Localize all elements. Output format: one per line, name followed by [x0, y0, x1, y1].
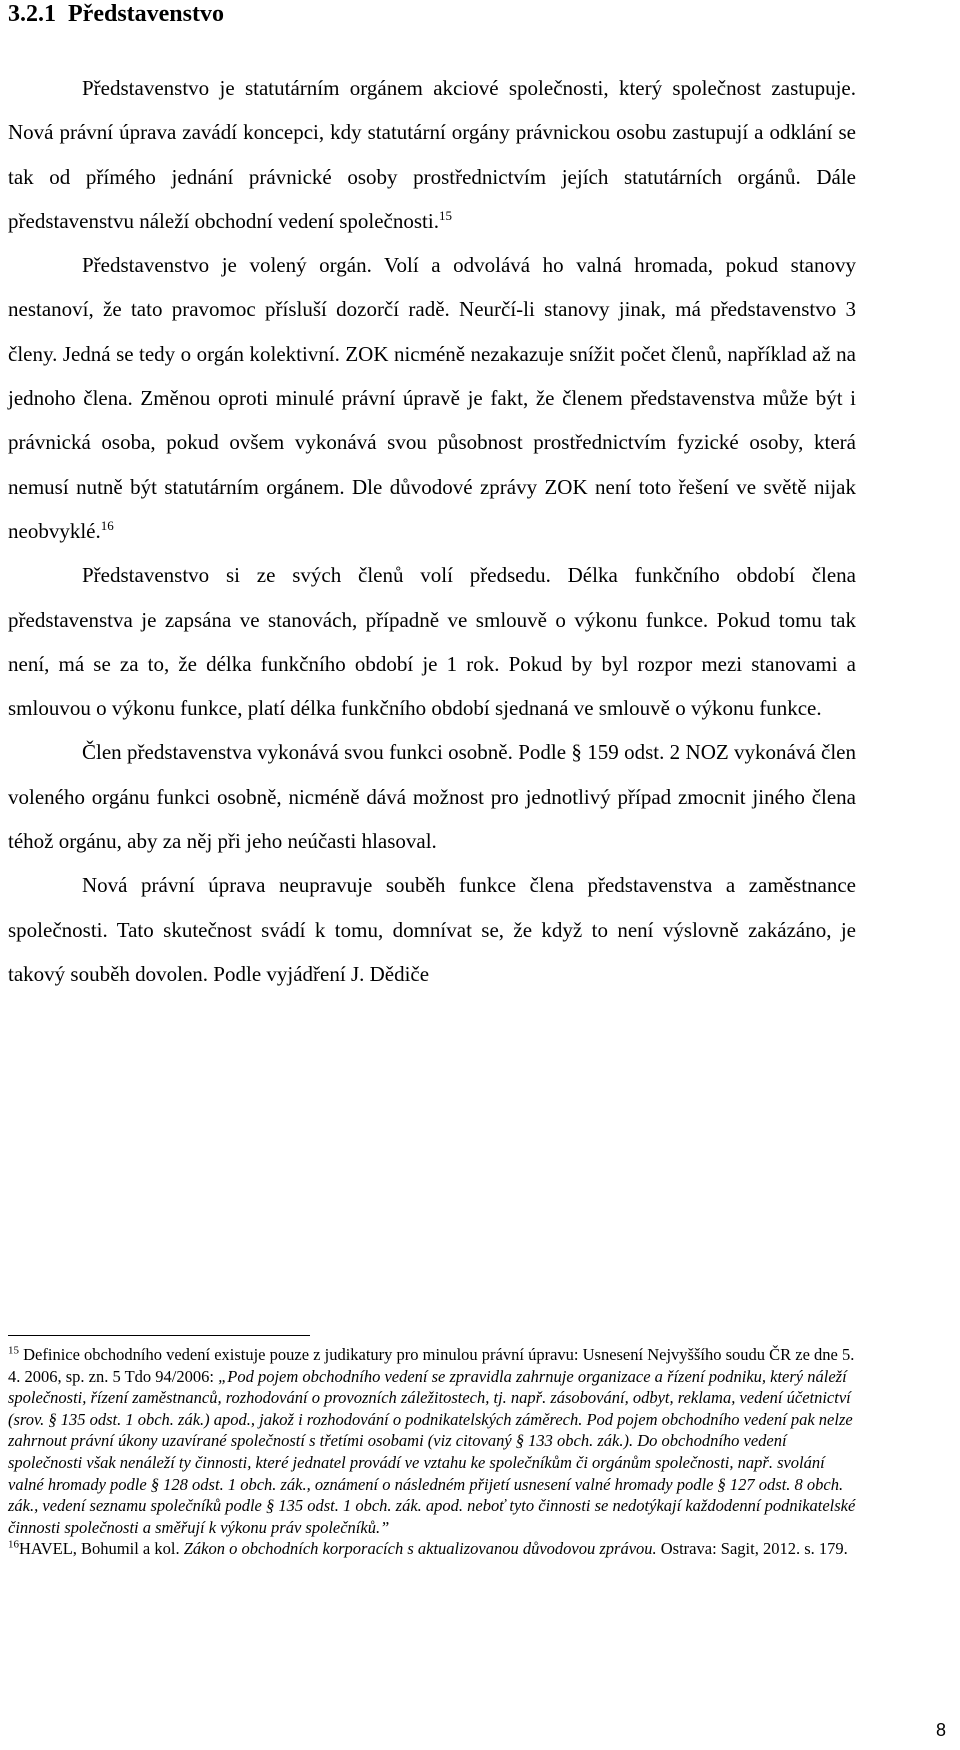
footnote-text: HAVEL, Bohumil a kol.	[19, 1539, 184, 1559]
footnote-15	[8, 1344, 856, 1538]
body-text	[8, 66, 856, 996]
footnote-number: 16	[8, 1538, 19, 1551]
footnote-reference: 15	[438, 207, 452, 223]
paragraph	[8, 66, 856, 243]
paragraph-text: Představenstvo je statutárním orgánem akciové společnosti, který společnost zastupuje. Nová právní úprava zavádí koncepci, kdy statutární orgány právnickou osobu zastupují a odklání se tak od přímého jednání právnické osoby prostřednictvím jejích statutárních orgánů. Dále představenstvu náleží obchodní vedení společnosti.	[8, 76, 856, 233]
footnote-title: Zákon o obchodních korporacích s aktualizovanou důvodovou zprávou.	[183, 1539, 657, 1559]
section-number: 3.2.1	[8, 1, 56, 27]
section-title: Představenstvo	[68, 1, 224, 27]
section-heading	[8, 0, 224, 28]
footnote-quote: „Pod pojem obchodního vedení se zpravidla zahrnuje organizace a řízení podniku, který náleží společnosti, řízení zaměstnanců, rozhodování o provozních záležitostech, tj. např. zásobování, odbyt, reklama, vedení účetnictví (srov. § 135 odst. 1 obch. zák.) apod., jakož i rozhodování o podnikatelských záměrech. Pod pojem obchodního vedení pak nelze zahrnout právní úkony uzavírané společností s třetími osobami (viz citovaný § 133 obch. zák.). Do obchodního vedení společnosti však nenáleží ty činnosti, které jednatel provádí ve vztahu ke společníkům či orgánům společnosti, např. svolání valné hromady podle § 128 odst. 1 obch. zák., oznámení o následném přijetí usnesení valné hromady podle § 127 odst. 8 obch. zák., vedení seznamu společníků podle § 135 odst. 1 obch. zák. apod. neboť tyto činnosti se nedotýkají každodenní podnikatelské činnosti společnosti a směřují k výkonu práv společníků.”	[8, 1366, 856, 1537]
footnote-number: 15	[8, 1344, 19, 1357]
paragraph	[8, 553, 856, 730]
footnote-text: Ostrava: Sagit, 2012. s. 179.	[656, 1539, 848, 1559]
paragraph-text: Představenstvo je volený orgán. Volí a odvolává ho valná hromada, pokud stanovy nestanoví, že tato pravomoc přísluší dozorčí radě. Neurčí-li stanovy jinak, má představenstvo 3 členy. Jedná se tedy o orgán kolektivní. ZOK nicméně nezakazuje snížit počet členů, například až na jednoho člena. Změnou oproti minulé právní úpravě je fakt, že členem představenstva může být i právnická osoba, pokud ovšem vykonává svou působnost prostřednictvím fyzické osoby, která nemusí nutně být statutárním orgánem. Dle důvodové zprávy ZOK není toto řešení ve světě nijak neobvyklé.	[8, 253, 856, 543]
paragraph	[8, 730, 856, 863]
paragraph-text: Člen představenstva vykonává svou funkci osobně. Podle § 159 odst. 2 NOZ vykonává člen voleného orgánu funkci osobně, nicméně dává možnost pro jednotlivý případ zmocnit jiného člena téhož orgánu, aby za něj při jeho neúčasti hlasoval.	[8, 740, 856, 854]
paragraph	[8, 863, 856, 996]
paragraph-text: Nová právní úprava neupravuje souběh funkce člena představenstva a zaměstnance společnosti. Tato skutečnost svádí k tomu, domnívat se, že když to není výslovně zakázáno, je takový souběh dovolen. Podle vyjádření J. Dědiče	[8, 873, 856, 986]
paragraph-text: Představenstvo si ze svých členů volí předsedu. Délka funkčního období člena představenstva je zapsána ve stanovách, případně ve smlouvě o výkonu funkce. Pokud tomu tak není, má se za to, že délka funkčního období je 1 rok. Pokud by byl rozpor mezi stanovami a smlouvou o výkonu funkce, platí délka funkčního období sjednaná ve smlouvě o výkonu funkce.	[8, 563, 856, 721]
footnote-text: Definice obchodního vedení existuje pouze z judikatury pro minulou právní úpravu: Usnesení Nejvyššího soudu ČR ze dne 5. 4. 2006, sp. zn. 5 Tdo 94/2006:	[8, 1345, 855, 1386]
footnotes	[8, 1344, 856, 1560]
page-number: 8	[935, 1720, 946, 1740]
footnote-16	[8, 1538, 856, 1560]
footnote-separator	[8, 1335, 310, 1336]
footnote-reference: 16	[100, 517, 114, 533]
paragraph	[8, 243, 856, 553]
